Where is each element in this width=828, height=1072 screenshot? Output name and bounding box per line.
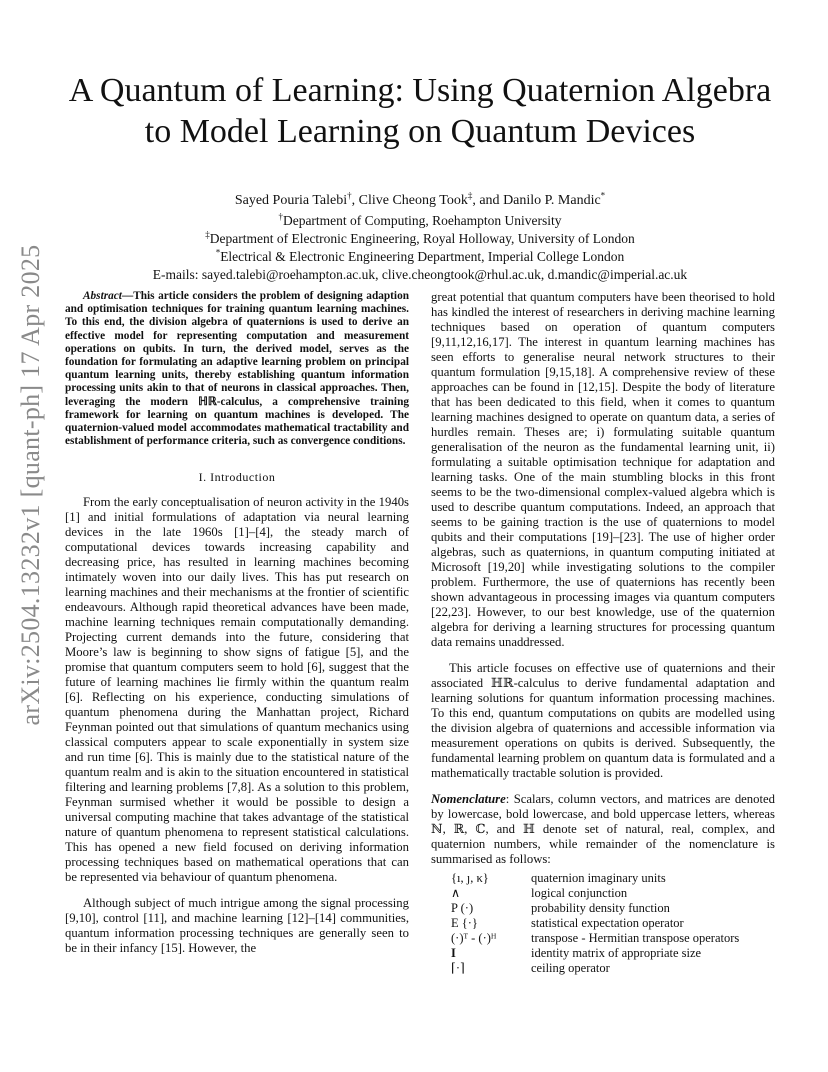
author-separator-1: , [351,193,359,208]
author-1-mark: † [347,190,352,201]
nomenclature-symbol: ⌈·⌉ [451,961,465,975]
nomenclature-intro: : Scalars, column vectors, and matrices are denoted by lowercase, bold lowercase, and bold uppercase letters, whereas ℕ, ℝ, ℂ, and ℍ denote set of natural, real, complex, and quaternion numbers, while remainder of the nomenclature is summarised as follows: [431,792,775,866]
nomenclature-symbol: ∧ [451,886,461,900]
author-block [100,192,740,284]
author-list [100,192,740,210]
nomenclature-description: logical conjunction [531,886,628,900]
author-separator-2: , and [472,193,504,208]
affiliation-2-text: Department of Electronic Engineering, Royal Holloway, University of London [209,231,635,246]
nomenclature-label: Nomenclature [431,792,506,806]
nomenclature-symbol: {ı, ȷ, κ} [451,871,489,885]
paper-title [60,70,780,152]
affiliation-1-text: Department of Computing, Roehampton University [282,213,562,228]
author-3: Danilo P. Mandic [503,193,601,208]
nomenclature-row [451,961,775,976]
intro-paragraph-4: This article focuses on effective use of quaternions and their associated ℍℝ-calculus to derive fundamental adaptation and learning solutions for quantum information processing machines. To this end, quantum computations on qubits are modelled using the division algebra of quaternions and accessible information via measurement operations on qubits is derived. Subsequently, the fundamental learning problem on quantum data is formulated and a mathematically tractable solution is provided. [431,661,775,780]
right-column [431,290,775,976]
abstract [65,290,409,448]
affiliation-3-text: Electrical & Electronic Engineering Department, Imperial College London [220,249,625,264]
author-2: Clive Cheong Took [358,193,468,208]
affiliation-1-mark: † [278,211,283,222]
nomenclature-row [451,931,775,946]
nomenclature-symbol: E {·} [451,916,478,930]
nomenclature-row [451,916,775,931]
arxiv-identifier: arXiv:2504.13232v1 [quant-ph] 17 Apr 2025 [16,244,45,726]
affiliation-3 [100,248,740,266]
left-column [65,290,409,967]
nomenclature-row [451,946,775,961]
affiliation-3-mark: * [215,247,221,258]
nomenclature-description: ceiling operator [531,961,610,975]
affiliation-2-mark: ‡ [205,229,210,240]
intro-paragraph-1: From the early conceptualisation of neuron activity in the 1940s [1] and initial formulations of adaptation via neural learning devices in the late 1960s [1]–[4], the steady march of computational devices towards increasing capability and decreasing price, has resulted in learning machines becoming intimately woven into our daily lives. This has put research on learning machines and their mechanisms at the frontier of scientific endeavours. Although rapid theoretical advances have been made, machine learning techniques remain computationally demanding. Projecting current demands into the future, considering that Moore’s law is beginning to show signs of fatigue [5], and the promise that quantum computers seem to hold [6], suggest that the future of learning machines lie firmly within the quantum realm [6]. Reflecting on his experience, conducting simulations of quantum phenomena during the Manhattan project, Richard Feynman pointed out that simulations of quantum mechanics using classical computers appear to scale exponentially in system size and run time [6]. This is mainly due to the statistical nature of the quantum realm and is akin to the situation encountered in statistical filtering and learning problems [7,8]. As a solution to this problem, Feynman surmised whether it would be possible to design a universal computing machine that takes advantage of the statistical nature of quantum phenomena to represent statistical calculations. This has opened a new field focused on deriving information processing techniques based on mathematical operations that can be represented via behaviour of quantum phenomena. [65,495,409,885]
arxiv-sidebar [2,244,60,726]
section-heading-introduction: I. Introduction [198,470,276,485]
abstract-label: Abstract [83,290,122,302]
affiliation-2 [100,230,740,248]
title-line-2: to Model Learning on Quantum Devices [144,113,696,150]
nomenclature-description: transpose - Hermitian transpose operators [531,931,740,945]
affiliation-1 [100,212,740,230]
nomenclature-description: identity matrix of appropriate size [531,946,702,960]
nomenclature-symbol: P (·) [451,901,474,915]
intro-paragraph-2: Although subject of much intrigue among the signal processing [9,10], control [11], and machine learning [12]–[14] communities, quantum information processing techniques are generally seen to be in their infancy [15]. However, the [65,896,409,956]
author-2-mark: ‡ [467,190,473,201]
nomenclature-table [451,871,775,976]
nomenclature-description: quaternion imaginary units [531,871,666,885]
nomenclature-symbol: (·)ᵀ - (·)ᴴ [451,931,497,945]
author-1: Sayed Pouria Talebi [234,193,348,208]
author-3-mark: * [600,190,606,201]
nomenclature-description: probability density function [531,901,670,915]
nomenclature-row [451,871,775,886]
nomenclature-description: statistical expectation operator [531,916,684,930]
author-emails: E-mails: sayed.talebi@roehampton.ac.uk, clive.cheongtook@rhul.ac.uk, d.mandic@imperial.ac.uk [152,267,688,282]
nomenclature-symbol: I [451,946,456,960]
nomenclature-row [451,886,775,901]
abstract-text: —This article considers the problem of designing adaption and optimisation techniques for training quantum learning machines. To this end, the division algebra of quaternions is used to derive an effective model for representing computation and measurement operations on qubits. In turn, the derived model, serves as the foundation for formulating an adaptive learning problem on principal quantum learning units, thereby establishing quantum information processing units akin to that of neurons in classical approaches. Then, leveraging the modern ℍℝ-calculus, a comprehensive training framework for learning on quantum machines is developed. The quaternion-valued model accommodates mathematical tractability and establishment of performance criteria, such as convergence conditions. [65,290,409,448]
intro-paragraph-3: great potential that quantum computers have been theorised to hold has kindled the interest of researchers in deriving machine learning techniques based on operation of quantum computers [9,11,12,16,17]. The interest in quantum learning machines has seen efforts to generalise neural network structures to their quantum formulation [9,15,18]. A comprehensive review of these approaches can be found in [12,15]. Despite the body of literature that has been dedicated to this field, when it comes to quantum learning machines designed to operate on quantum data, a series of hurdles remain. Theses are; i) formulating suitable quantum generalisation of the neuron as the fundamental learning unit, ii) formulating a suitable optimisation technique for adaptation and learning tasks. One of the main stumbling blocks in this front seems to be the two-dimensional complex-valued algebra which is used to describe quantum computations. Indeed, an approach that seems to be gaining traction is the use of quaternions to model qubits and their computations [19]–[23]. The use of higher order algebras, such as quaternions, in quantum computing initiated at Microsoft [19,20] while investigating solutions to the compiler problem. Furthermore, the use of quaternions has recently been shown advantageous in processing images via quantum computers [22,23]. However, to our best knowledge, use of the quaternion algebra for deriving a learning structures for processing quantum data remains unaddressed. [431,290,775,649]
nomenclature-row [451,901,775,916]
nomenclature-paragraph [431,792,775,867]
title-line-1: A Quantum of Learning: Using Quaternion Algebra [68,72,772,109]
